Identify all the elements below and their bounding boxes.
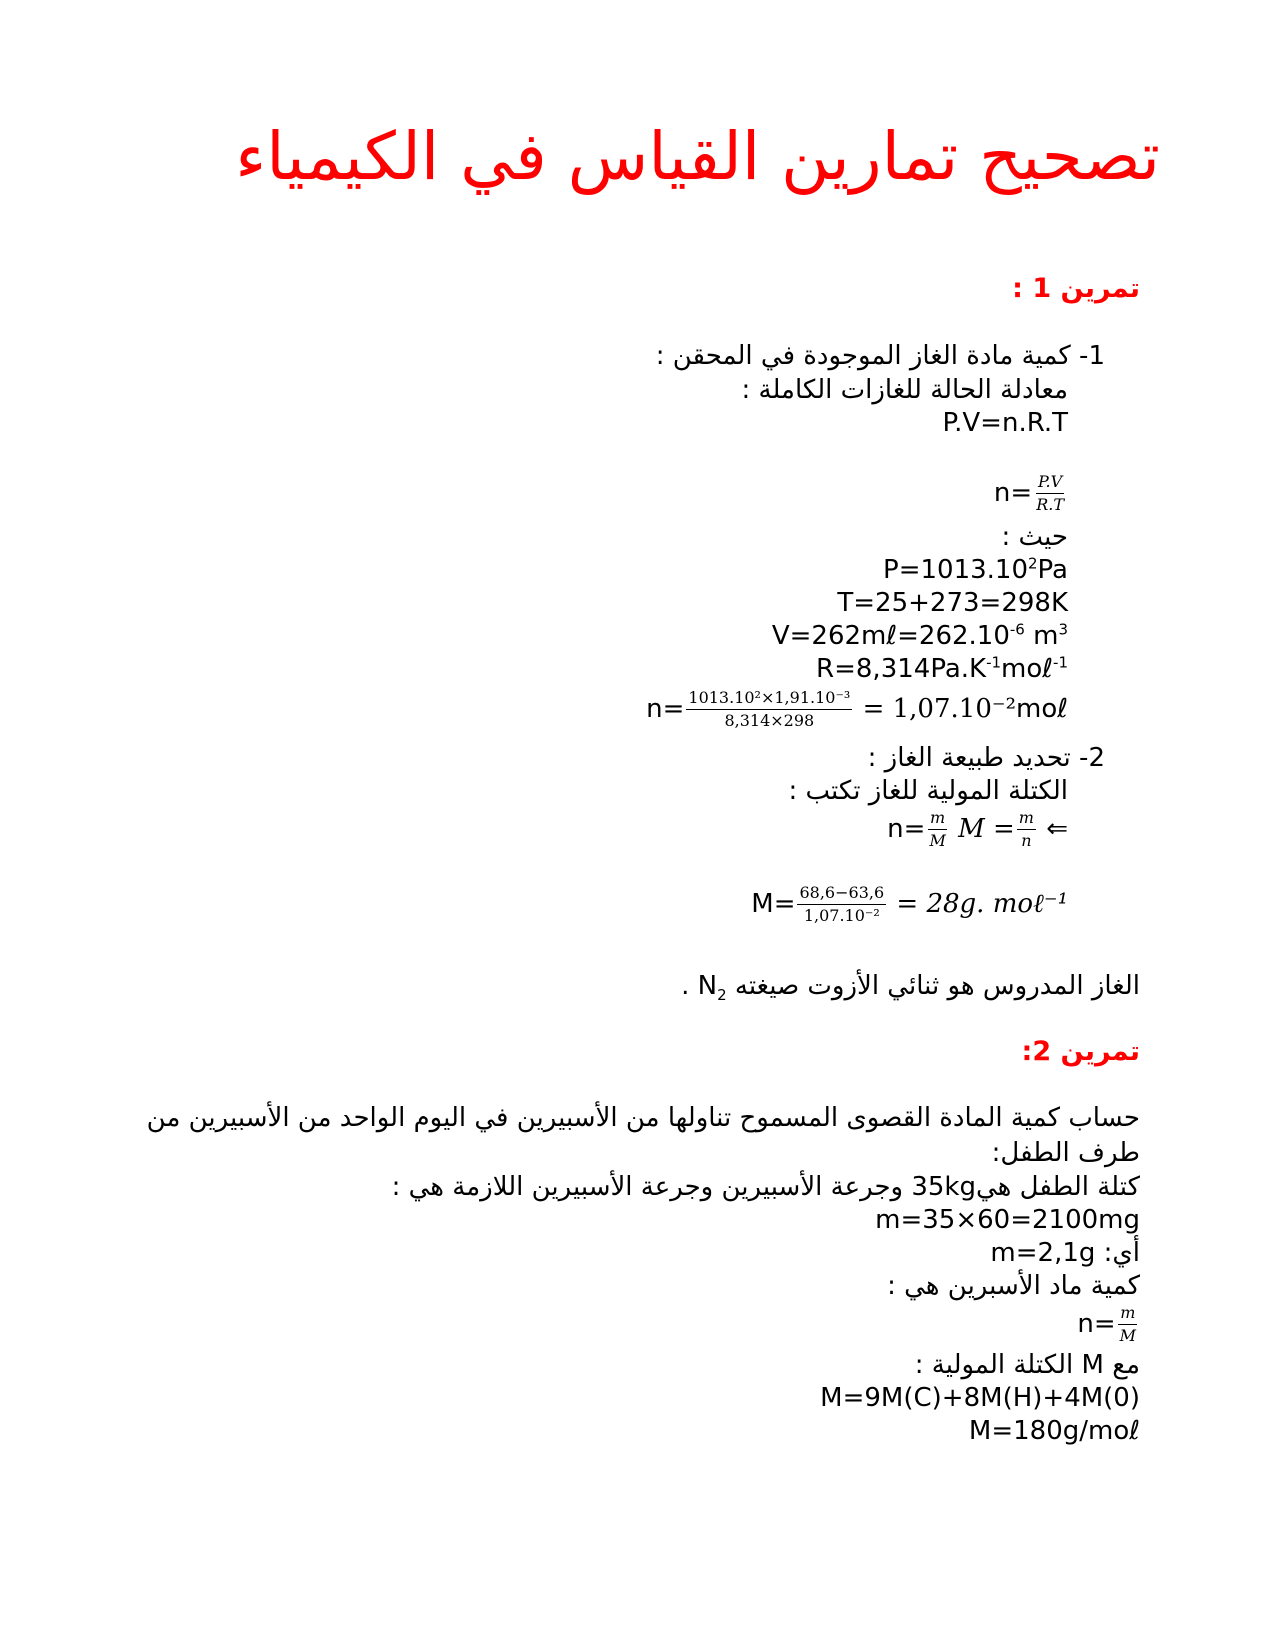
n-calc-numerator: 1013.10²×1,91.10⁻³ bbox=[686, 690, 852, 710]
volume-value bbox=[772, 618, 1068, 654]
implies-arrow-icon: ⇐ bbox=[1046, 814, 1068, 844]
n-formula-prefix: n= bbox=[993, 478, 1033, 508]
n-calc-unit: moℓ bbox=[1016, 694, 1068, 724]
n-calc-denominator: 8,314×298 bbox=[724, 711, 815, 730]
pressure-value bbox=[883, 552, 1068, 588]
pressure-exponent: 2 bbox=[1028, 554, 1038, 573]
ex2-intro-line-1: حساب كمية المادة القصوى المسموح تناولها من الأسبيرين في اليوم الواحد من الأسبيرين من bbox=[146, 1103, 1140, 1133]
gas-constant-exp-1: -1 bbox=[986, 653, 1002, 672]
n-formula-fraction bbox=[1034, 474, 1066, 513]
formula-subscript: 2 bbox=[717, 986, 727, 1005]
relation-den-1: M bbox=[929, 831, 946, 850]
exercise-2-heading: تمرين 2: bbox=[1021, 1036, 1140, 1067]
child-mass-kg: 35kg bbox=[911, 1172, 976, 1202]
m-calc-prefix: M= bbox=[751, 889, 796, 919]
ex2-intro-line-2: طرف الطفل: bbox=[991, 1138, 1140, 1168]
temperature-value: T=25+273=298K bbox=[837, 588, 1068, 618]
n-calculation bbox=[646, 690, 1068, 729]
ex2-n-formula bbox=[1077, 1305, 1140, 1344]
gas-constant-mol: moℓ bbox=[1001, 654, 1054, 684]
aspirin-amount-label: كمية ماد الأسبرين هي : bbox=[887, 1271, 1140, 1301]
volume-unit: m bbox=[1024, 621, 1059, 651]
molar-mass-value: M=180g/moℓ bbox=[968, 1416, 1140, 1446]
conclusion-formula bbox=[697, 971, 727, 1005]
formula-symbol: N bbox=[697, 971, 718, 1001]
dose-g-label: أي: bbox=[1103, 1238, 1140, 1268]
relation-prefix: n= bbox=[887, 814, 926, 844]
molar-mass-label: الكتلة المولية للغاز تكتب : bbox=[788, 776, 1068, 806]
molar-mass-calculation bbox=[751, 885, 1068, 924]
molar-mass-sum: M=9M(C)+8M(H)+4M(0) bbox=[820, 1383, 1140, 1413]
volume-unit-exponent: 3 bbox=[1058, 620, 1068, 639]
m-calc-fraction bbox=[797, 885, 886, 924]
relation-middle: M = bbox=[958, 814, 1015, 844]
volume-exponent: -6 bbox=[1009, 620, 1025, 639]
dose-mg: m=35×60=2100mg bbox=[875, 1205, 1140, 1235]
dose-g: m=2,1g bbox=[990, 1238, 1096, 1268]
n-calc-result: = 1,07.10⁻² bbox=[862, 694, 1017, 724]
child-mass-text-b: وجرعة الأسبيرين وجرعة الأسبيرين اللازمة هي : bbox=[391, 1172, 904, 1202]
m-calc-denominator: 1,07.10⁻² bbox=[803, 906, 880, 925]
molar-mass-note: مع M الكتلة المولية : bbox=[914, 1350, 1140, 1380]
gas-constant-value bbox=[816, 651, 1068, 687]
ex2-n-fraction bbox=[1118, 1305, 1138, 1344]
question-1: 1- كمية مادة الغاز الموجودة في المحقن : bbox=[655, 341, 1105, 371]
conclusion-text: الغاز المدروس هو ثنائي الأزوت صيغته bbox=[734, 971, 1140, 1001]
page-title: تصحيح تمارين القياس في الكيمياء bbox=[235, 118, 1160, 195]
child-mass-text-a: كتلة الطفل هي bbox=[976, 1172, 1140, 1202]
where-label: حيث : bbox=[1001, 522, 1068, 552]
relation-den-2: n bbox=[1021, 831, 1032, 850]
exercise-1-heading: تمرين 1 : bbox=[1012, 273, 1140, 304]
ideal-gas-law-label: معادلة الحالة للغازات الكاملة : bbox=[741, 375, 1068, 405]
n-formula bbox=[994, 474, 1068, 513]
pressure-unit: Pa bbox=[1037, 555, 1068, 585]
n-formula-numerator: P.V bbox=[1036, 474, 1064, 494]
n-calc-prefix: n= bbox=[646, 694, 685, 724]
question-2: 2- تحديد طبيعة الغاز : bbox=[867, 743, 1105, 773]
ex2-n-prefix: n= bbox=[1077, 1309, 1116, 1339]
volume-text: V=262mℓ=262.10 bbox=[771, 621, 1010, 651]
m-calc-result: = 28g. moℓ⁻¹ bbox=[896, 889, 1068, 919]
n-calc-fraction bbox=[686, 690, 852, 729]
molar-mass-relation bbox=[887, 810, 1068, 849]
ideal-gas-equation: P.V=n.R.T bbox=[942, 408, 1068, 438]
n-formula-denominator: R.T bbox=[1036, 495, 1064, 514]
relation-fraction-1 bbox=[927, 810, 947, 849]
relation-num-2: m bbox=[1017, 810, 1036, 830]
ex2-n-numerator: m bbox=[1118, 1305, 1137, 1325]
relation-fraction-2 bbox=[1017, 810, 1036, 849]
conclusion bbox=[681, 968, 1140, 1004]
conclusion-period: . bbox=[681, 971, 690, 1001]
child-mass-line bbox=[392, 1169, 1140, 1205]
gas-constant-exp-2: -1 bbox=[1053, 653, 1068, 672]
dose-g-line bbox=[990, 1235, 1140, 1271]
gas-constant-text: R=8,314Pa.K bbox=[816, 654, 987, 684]
relation-num-1: m bbox=[928, 810, 947, 830]
ex2-n-denominator: M bbox=[1119, 1326, 1136, 1345]
pressure-text: P=1013.10 bbox=[883, 555, 1028, 585]
m-calc-numerator: 68,6−63,6 bbox=[797, 885, 886, 905]
